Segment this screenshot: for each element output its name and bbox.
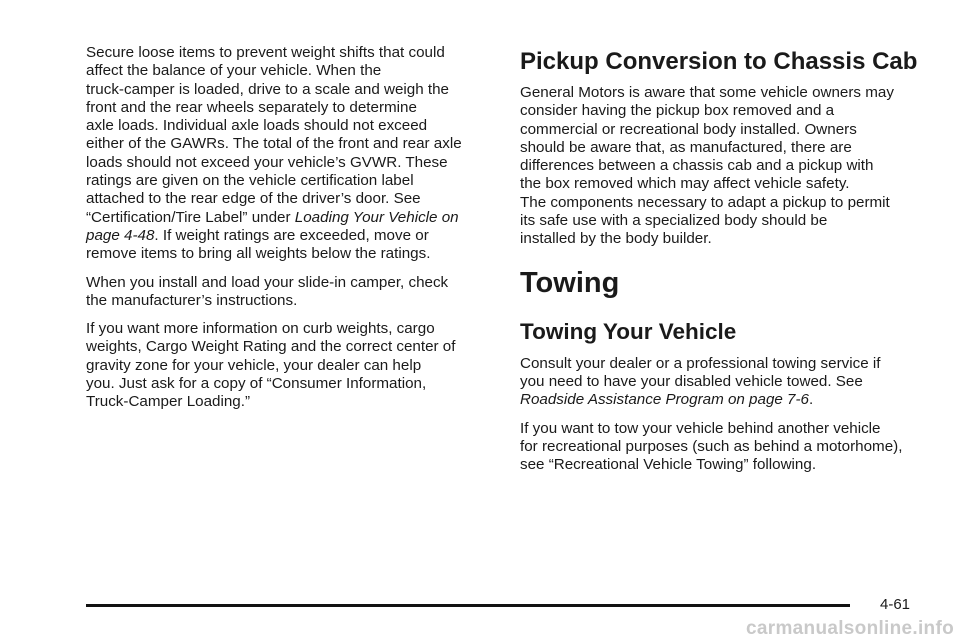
site-watermark: carmanualsonline.info (746, 618, 954, 639)
text-line: When you install and load your slide-in camper, check (86, 273, 449, 291)
left-column (86, 44, 496, 422)
text-line: the manufacturer’s instructions. (86, 291, 298, 309)
text-fragment: “Certification/Tire Label” under (86, 208, 295, 226)
text-line: General Motors is aware that some vehicle owners may (520, 84, 894, 101)
text-line: its safe use with a specialized body should be (520, 212, 828, 230)
text-fragment: . If weight ratings are exceeded, move or (154, 226, 429, 244)
subsection-heading: Towing Your Vehicle (520, 318, 737, 344)
chassis-cab-paragraph (520, 84, 932, 249)
curb-weight-paragraph (86, 320, 496, 411)
camper-loading-paragraph (86, 44, 496, 264)
text-line: differences between a chassis cab and a pickup with (520, 157, 874, 175)
footer-rule (86, 604, 850, 607)
install-camper-paragraph (86, 274, 496, 311)
text-line: axle loads. Individual axle loads should not exceed (86, 117, 428, 135)
text-line: If you want to tow your vehicle behind another vehicle (520, 419, 881, 437)
text-line: you need to have your disabled vehicle towed. See (520, 372, 863, 390)
recreational-towing-paragraph (520, 420, 932, 475)
text-line: truck-camper is loaded, drive to a scale and weigh the (86, 80, 450, 98)
text-line: affect the balance of your vehicle. When the (86, 62, 382, 80)
text-line: for recreational purposes (such as behind a motorhome), (520, 437, 903, 455)
text-line: The components necessary to adapt a pickup to permit (520, 193, 890, 211)
text-line (86, 227, 496, 245)
text-line: consider having the pickup box removed and a (520, 102, 835, 120)
text-line: weights, Cargo Weight Rating and the correct center of (86, 338, 456, 356)
text-line (520, 391, 932, 409)
section-heading: Pickup Conversion to Chassis Cab (520, 48, 918, 75)
text-line: installed by the body builder. (520, 230, 712, 248)
text-line: remove items to bring all weights below the ratings. (86, 245, 431, 263)
text-line: Secure loose items to prevent weight shifts that could (86, 44, 445, 61)
text-line: loads should not exceed your vehicle’s GVWR. These (86, 153, 448, 171)
text-line: Truck-Camper Loading.” (86, 393, 251, 411)
text-line: the box removed which may affect vehicle safety. (520, 175, 850, 193)
text-line: either of the GAWRs. The total of the front and rear axle (86, 135, 462, 153)
text-line: Consult your dealer or a professional towing service if (520, 354, 881, 372)
right-column (520, 44, 932, 484)
text-line: front and the rear wheels separately to determine (86, 98, 417, 116)
text-line: ratings are given on the vehicle certification label (86, 172, 414, 190)
towing-service-paragraph (520, 355, 932, 410)
chapter-heading: Towing (520, 266, 620, 299)
text-line: attached to the rear edge of the driver’s door. See (86, 190, 421, 208)
page-ref-link[interactable]: page 4-48 (86, 226, 155, 244)
text-line: gravity zone for your vehicle, your dealer can help (86, 356, 422, 374)
loading-your-vehicle-link[interactable]: Loading Your Vehicle on (294, 208, 459, 226)
text-line: you. Just ask for a copy of “Consumer Information, (86, 375, 427, 393)
text-fragment: . (809, 391, 814, 409)
text-line: commercial or recreational body installed. Owners (520, 120, 857, 138)
page-number: 4-61 (880, 596, 911, 613)
text-line: see “Recreational Vehicle Towing” following. (520, 456, 817, 474)
roadside-assistance-link[interactable]: Roadside Assistance Program on page 7-6 (520, 391, 810, 409)
text-line: If you want more information on curb weights, cargo (86, 320, 435, 338)
text-line: should be aware that, as manufactured, there are (520, 138, 852, 156)
text-line (86, 209, 496, 227)
